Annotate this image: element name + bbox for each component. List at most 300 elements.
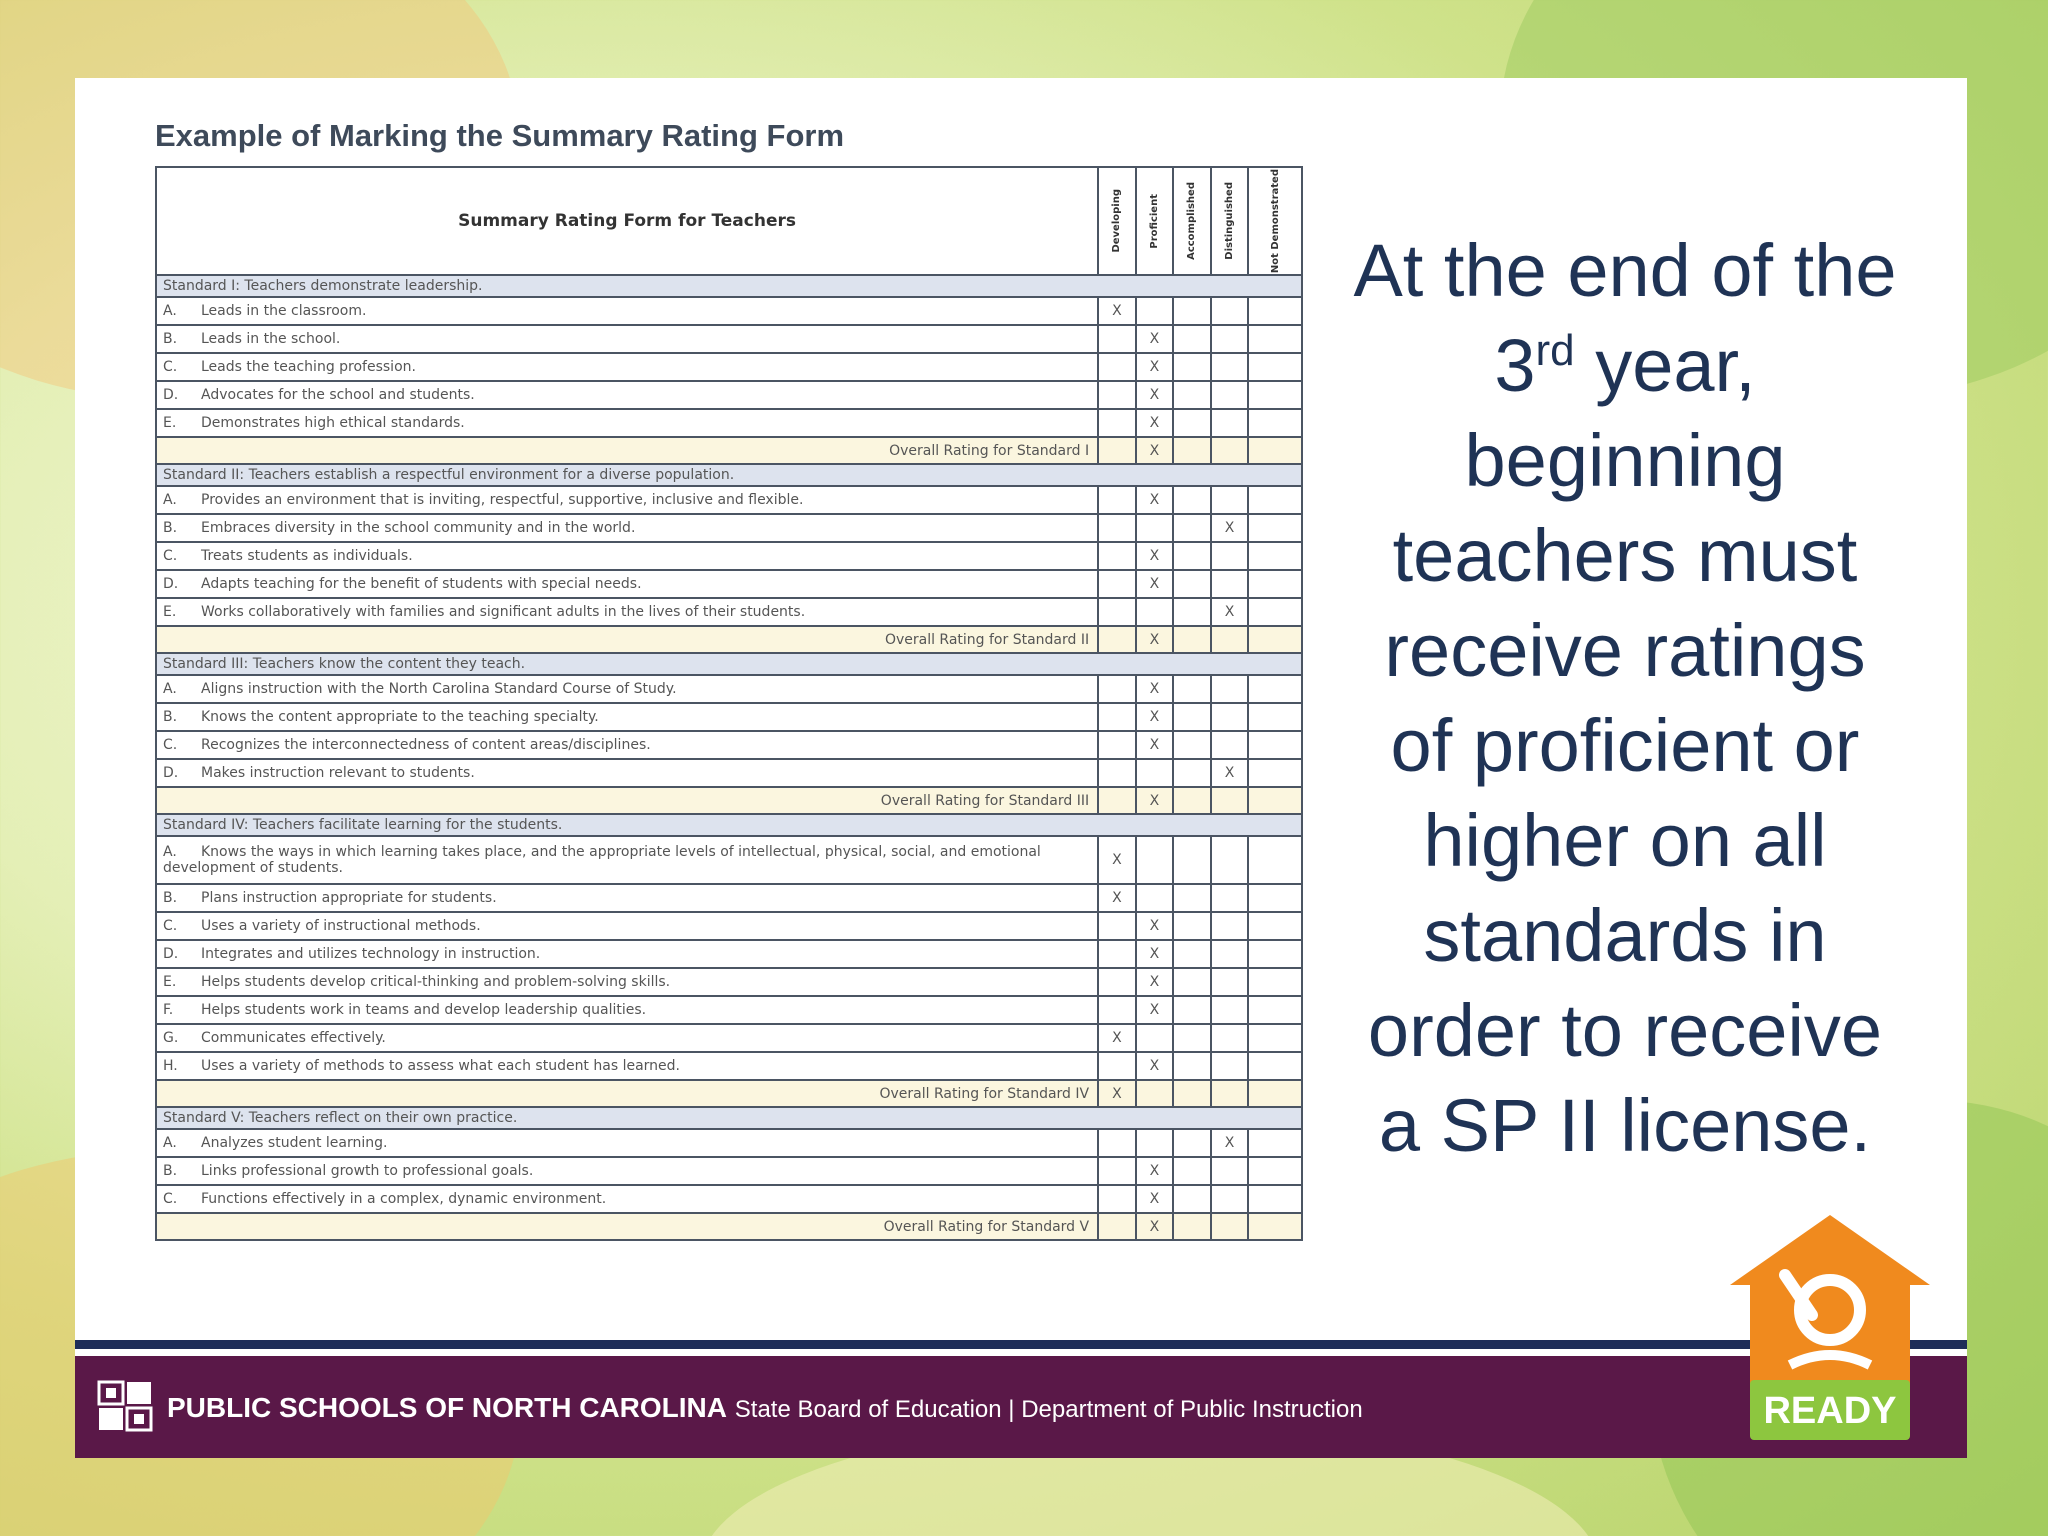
rating-cell [1098, 759, 1136, 787]
criterion-text: Demonstrates high ethical standards. [201, 415, 465, 431]
rating-cell [1248, 996, 1302, 1024]
rating-cell [1173, 1080, 1211, 1107]
criterion-cell [156, 912, 1098, 940]
criterion-cell [156, 1024, 1098, 1052]
rating-mark: X [1098, 1080, 1136, 1107]
rating-cell [1098, 353, 1136, 381]
rating-cell [1098, 675, 1136, 703]
standard-row [156, 275, 1302, 297]
rating-cell [1248, 1052, 1302, 1080]
criterion-text: Leads the teaching profession. [201, 359, 416, 375]
rating-cell [1098, 703, 1136, 731]
rating-cell [1248, 325, 1302, 353]
standard-row [156, 464, 1302, 486]
rating-cell [1098, 598, 1136, 626]
rating-cell [1248, 675, 1302, 703]
criterion-text: Links professional growth to professional goals. [201, 1163, 534, 1179]
rating-cell [1211, 1213, 1249, 1240]
criterion-letter: A. [163, 843, 177, 860]
standard-row [156, 1107, 1302, 1129]
rating-cell [1248, 912, 1302, 940]
rating-cell [1248, 1213, 1302, 1240]
criterion-cell [156, 1052, 1098, 1080]
rating-cell [1248, 731, 1302, 759]
rating-cell [1098, 996, 1136, 1024]
criterion-letter: H. [163, 1058, 178, 1074]
criterion-text: Adapts teaching for the benefit of students with special needs. [201, 576, 642, 592]
rating-cell [1136, 884, 1174, 912]
rating-cell [1173, 996, 1211, 1024]
criterion-letter: F. [163, 1002, 174, 1018]
criterion-cell [156, 996, 1098, 1024]
criterion-cell [156, 542, 1098, 570]
criterion-letter: D. [163, 765, 179, 781]
criterion-letter: B. [163, 1163, 178, 1179]
rating-mark: X [1136, 437, 1174, 464]
form-title: Example of Marking the Summary Rating Form [155, 118, 845, 153]
rating-cell [1211, 1185, 1249, 1213]
table-row [156, 1052, 1302, 1080]
rating-cell [1173, 759, 1211, 787]
table-row [156, 759, 1302, 787]
rating-cell [1211, 297, 1249, 325]
criterion-text: Provides an environment that is inviting, respectful, supportive, inclusive and flexible. [201, 492, 804, 508]
rating-cell [1211, 884, 1249, 912]
overall-rating-row [156, 1213, 1302, 1240]
table-row [156, 940, 1302, 968]
rating-cell [1098, 1213, 1136, 1240]
rating-cell [1248, 884, 1302, 912]
rating-cell [1136, 1024, 1174, 1052]
criterion-text: Works collaboratively with families and significant adults in the lives of their students. [201, 604, 806, 620]
criterion-cell [156, 297, 1098, 325]
rating-mark: X [1136, 570, 1174, 598]
standard-title: Standard I: Teachers demonstrate leadership. [156, 275, 1302, 297]
table-row [156, 297, 1302, 325]
criterion-text: Leads in the classroom. [201, 303, 367, 319]
criterion-cell [156, 836, 1098, 884]
rating-cell [1211, 1024, 1249, 1052]
criterion-text: Uses a variety of methods to assess what each student has learned. [201, 1058, 680, 1074]
rating-cell [1211, 486, 1249, 514]
rating-cell [1248, 1129, 1302, 1157]
criterion-text: Knows the ways in which learning takes place, and the appropriate levels of intellectual, physical, social, and emotional development of students. [163, 843, 1041, 876]
rating-cell [1211, 381, 1249, 409]
overall-rating-label: Overall Rating for Standard III [156, 787, 1098, 814]
overall-rating-row [156, 437, 1302, 464]
rating-cell [1248, 626, 1302, 653]
criterion-cell [156, 409, 1098, 437]
rating-cell [1173, 598, 1211, 626]
rating-cell [1211, 731, 1249, 759]
rating-cell [1173, 325, 1211, 353]
rating-mark: X [1136, 353, 1174, 381]
column-header-developing: Developing [1111, 189, 1123, 253]
rating-mark: X [1098, 884, 1136, 912]
criterion-cell [156, 1157, 1098, 1185]
ready-logo [1730, 1215, 1930, 1447]
rating-cell [1248, 836, 1302, 884]
rating-cell [1173, 968, 1211, 996]
standard-row [156, 814, 1302, 836]
rating-cell [1211, 787, 1249, 814]
criterion-text: Leads in the school. [201, 331, 341, 347]
rating-cell [1098, 940, 1136, 968]
table-row [156, 1024, 1302, 1052]
rating-cell [1136, 1080, 1174, 1107]
rating-cell [1211, 542, 1249, 570]
table-row [156, 570, 1302, 598]
rating-cell [1173, 940, 1211, 968]
message-line: receive ratings [1384, 609, 1866, 692]
rating-cell [1173, 381, 1211, 409]
rating-cell [1098, 542, 1136, 570]
rating-mark: X [1136, 542, 1174, 570]
table-row [156, 1185, 1302, 1213]
criterion-letter: D. [163, 946, 179, 962]
rating-cell [1211, 996, 1249, 1024]
rating-cell [1211, 570, 1249, 598]
rating-cell [1248, 297, 1302, 325]
rating-cell [1173, 703, 1211, 731]
criterion-text: Helps students develop critical-thinking and problem-solving skills. [201, 974, 671, 990]
rating-mark: X [1136, 675, 1174, 703]
rating-cell [1136, 1129, 1174, 1157]
standard-title: Standard IV: Teachers facilitate learning for the students. [156, 814, 1302, 836]
rating-cell [1173, 836, 1211, 884]
message-line: of proficient or [1390, 704, 1860, 787]
rating-mark: X [1211, 759, 1249, 787]
rating-cell [1248, 514, 1302, 542]
criterion-text: Knows the content appropriate to the teaching specialty. [201, 709, 599, 725]
criterion-cell [156, 703, 1098, 731]
rating-cell [1173, 884, 1211, 912]
criterion-letter: D. [163, 576, 179, 592]
column-header-proficient: Proficient [1148, 193, 1160, 249]
message-line: beginning [1464, 419, 1786, 502]
message-line: teachers must [1392, 514, 1858, 597]
rating-mark: X [1098, 297, 1136, 325]
rating-cell [1173, 486, 1211, 514]
rating-mark: X [1136, 409, 1174, 437]
table-row [156, 542, 1302, 570]
rating-cell [1136, 297, 1174, 325]
rating-cell [1098, 325, 1136, 353]
overall-rating-label: Overall Rating for Standard II [156, 626, 1098, 653]
rating-cell [1211, 912, 1249, 940]
rating-cell [1173, 1024, 1211, 1052]
table-row [156, 598, 1302, 626]
criterion-text: Embraces diversity in the school community and in the world. [201, 520, 636, 536]
criterion-cell [156, 486, 1098, 514]
criterion-letter: G. [163, 1030, 179, 1046]
rating-mark: X [1136, 626, 1174, 653]
criterion-letter: C. [163, 918, 178, 934]
rating-mark: X [1136, 381, 1174, 409]
criterion-letter: A. [163, 492, 177, 508]
rating-cell [1248, 486, 1302, 514]
message-line: standards in [1423, 894, 1827, 977]
column-header-accomplished: Accomplished [1186, 182, 1198, 260]
criterion-cell [156, 884, 1098, 912]
summary-rating-table [155, 166, 1303, 1241]
table-row [156, 353, 1302, 381]
rating-cell [1173, 542, 1211, 570]
rating-mark: X [1136, 912, 1174, 940]
rating-cell [1211, 940, 1249, 968]
rating-cell [1173, 514, 1211, 542]
rating-mark: X [1136, 940, 1174, 968]
rating-cell [1248, 968, 1302, 996]
rating-cell [1211, 325, 1249, 353]
rating-cell [1211, 437, 1249, 464]
criterion-text: Plans instruction appropriate for students. [201, 890, 497, 906]
footer-text [167, 1392, 1363, 1424]
rating-cell [1211, 968, 1249, 996]
rating-mark: X [1136, 731, 1174, 759]
rating-cell [1173, 675, 1211, 703]
rating-cell [1173, 912, 1211, 940]
overall-rating-label: Overall Rating for Standard IV [156, 1080, 1098, 1107]
table-row [156, 675, 1302, 703]
rating-cell [1211, 1052, 1249, 1080]
rating-mark: X [1136, 1185, 1174, 1213]
rating-cell [1136, 836, 1174, 884]
ordinal-suffix: rd [1535, 326, 1575, 375]
table-row [156, 731, 1302, 759]
rating-mark: X [1136, 325, 1174, 353]
table-row [156, 325, 1302, 353]
rating-cell [1098, 486, 1136, 514]
rating-cell [1098, 912, 1136, 940]
message-line [1300, 318, 1950, 413]
rating-cell [1248, 437, 1302, 464]
rating-cell [1248, 353, 1302, 381]
rating-cell [1248, 1157, 1302, 1185]
message-line-rest: year, [1574, 324, 1756, 407]
column-header-distinguished: Distinguished [1224, 182, 1236, 260]
overall-rating-label: Overall Rating for Standard I [156, 437, 1098, 464]
rating-mark: X [1098, 1024, 1136, 1052]
standard-title: Standard III: Teachers know the content they teach. [156, 653, 1302, 675]
criterion-cell [156, 381, 1098, 409]
criterion-letter: B. [163, 520, 178, 536]
ready-label: READY [1763, 1390, 1897, 1432]
message-line: At the end of the [1353, 229, 1897, 312]
criterion-cell [156, 570, 1098, 598]
overall-rating-row [156, 1080, 1302, 1107]
rating-mark: X [1136, 486, 1174, 514]
table-row [156, 836, 1302, 884]
criterion-letter: D. [163, 387, 179, 403]
rating-cell [1248, 542, 1302, 570]
table-row [156, 409, 1302, 437]
criterion-text: Analyzes student learning. [201, 1135, 388, 1151]
overall-rating-row [156, 626, 1302, 653]
rating-mark: X [1211, 514, 1249, 542]
rating-mark: X [1136, 1213, 1174, 1240]
rating-cell [1248, 1080, 1302, 1107]
table-row [156, 884, 1302, 912]
criterion-letter: B. [163, 890, 178, 906]
rating-cell [1098, 1157, 1136, 1185]
criterion-letter: C. [163, 359, 178, 375]
criterion-text: Makes instruction relevant to students. [201, 765, 475, 781]
rating-cell [1136, 514, 1174, 542]
criterion-cell [156, 1185, 1098, 1213]
table-row [156, 912, 1302, 940]
criterion-letter: A. [163, 303, 177, 319]
criterion-cell [156, 514, 1098, 542]
rating-cell [1098, 409, 1136, 437]
standard-row [156, 653, 1302, 675]
rating-mark: X [1211, 598, 1249, 626]
table-row [156, 514, 1302, 542]
rating-cell [1173, 409, 1211, 437]
criterion-letter: A. [163, 1135, 177, 1151]
rating-cell [1248, 1185, 1302, 1213]
criterion-cell [156, 325, 1098, 353]
rating-cell [1248, 703, 1302, 731]
criterion-letter: C. [163, 1191, 178, 1207]
table-row [156, 381, 1302, 409]
overall-rating-row [156, 787, 1302, 814]
criterion-letter: C. [163, 548, 178, 564]
footer-bar [75, 1356, 1967, 1458]
criterion-cell [156, 1129, 1098, 1157]
rating-cell [1173, 297, 1211, 325]
rating-cell [1248, 381, 1302, 409]
message-line: higher on all [1423, 799, 1827, 882]
criterion-cell [156, 968, 1098, 996]
rating-cell [1098, 787, 1136, 814]
criterion-letter: B. [163, 709, 178, 725]
rating-cell [1211, 675, 1249, 703]
criterion-letter: E. [163, 974, 177, 990]
criterion-text: Aligns instruction with the North Carolina Standard Course of Study. [201, 681, 677, 697]
rating-cell [1098, 1052, 1136, 1080]
rating-cell [1173, 731, 1211, 759]
rating-cell [1173, 1052, 1211, 1080]
rating-cell [1173, 787, 1211, 814]
rating-cell [1211, 836, 1249, 884]
rating-cell [1136, 598, 1174, 626]
nc-schools-logo-icon [97, 1378, 155, 1434]
criterion-text: Communicates effectively. [201, 1030, 386, 1046]
criterion-cell [156, 353, 1098, 381]
rating-cell [1136, 759, 1174, 787]
rating-cell [1248, 787, 1302, 814]
criterion-letter: C. [163, 737, 178, 753]
rating-cell [1098, 514, 1136, 542]
footer-org: PUBLIC SCHOOLS OF NORTH CAROLINA [167, 1392, 727, 1423]
standard-title: Standard V: Teachers reflect on their own practice. [156, 1107, 1302, 1129]
rating-cell [1248, 409, 1302, 437]
rating-cell [1248, 1024, 1302, 1052]
rating-cell [1173, 1157, 1211, 1185]
table-row [156, 486, 1302, 514]
rating-cell [1173, 1185, 1211, 1213]
rating-cell [1098, 1129, 1136, 1157]
criterion-cell [156, 759, 1098, 787]
rating-cell [1211, 1080, 1249, 1107]
main-message [1300, 223, 1950, 1173]
rating-cell [1173, 570, 1211, 598]
rating-cell [1211, 409, 1249, 437]
criterion-cell [156, 598, 1098, 626]
rating-cell [1098, 381, 1136, 409]
criterion-text: Treats students as individuals. [201, 548, 413, 564]
criterion-text: Recognizes the interconnectedness of content areas/disciplines. [201, 737, 651, 753]
rating-cell [1098, 570, 1136, 598]
rating-cell [1248, 598, 1302, 626]
rating-cell [1248, 759, 1302, 787]
criterion-letter: B. [163, 331, 178, 347]
rating-mark: X [1136, 968, 1174, 996]
slide-panel [75, 78, 1967, 1458]
criterion-text: Advocates for the school and students. [201, 387, 475, 403]
table-header-row [156, 167, 1302, 275]
rating-mark: X [1136, 703, 1174, 731]
table-row [156, 1129, 1302, 1157]
rating-cell [1211, 626, 1249, 653]
rating-cell [1173, 437, 1211, 464]
message-line: a SP II license. [1378, 1084, 1872, 1167]
table-header-title: Summary Rating Form for Teachers [156, 167, 1098, 275]
rating-cell [1173, 1129, 1211, 1157]
rating-cell [1211, 1157, 1249, 1185]
criterion-cell [156, 940, 1098, 968]
rating-cell [1098, 731, 1136, 759]
rating-cell [1098, 968, 1136, 996]
rating-cell [1211, 703, 1249, 731]
standard-title: Standard II: Teachers establish a respectful environment for a diverse population. [156, 464, 1302, 486]
rating-mark: X [1098, 836, 1136, 884]
ready-house-icon [1730, 1215, 1930, 1395]
criterion-letter: A. [163, 681, 177, 697]
criterion-letter: E. [163, 604, 177, 620]
criterion-cell [156, 675, 1098, 703]
criterion-text: Functions effectively in a complex, dynamic environment. [201, 1191, 607, 1207]
footer-divider [75, 1340, 1967, 1349]
rating-mark: X [1136, 996, 1174, 1024]
table-row [156, 968, 1302, 996]
rating-cell [1098, 1185, 1136, 1213]
message-line: order to receive [1367, 989, 1883, 1072]
column-header-not-demonstrated: Not Demonstrated [1269, 168, 1281, 274]
table-row [156, 996, 1302, 1024]
criterion-text: Integrates and utilizes technology in instruction. [201, 946, 541, 962]
overall-rating-label: Overall Rating for Standard V [156, 1213, 1098, 1240]
rating-cell [1098, 437, 1136, 464]
rating-mark: X [1136, 1157, 1174, 1185]
rating-cell [1173, 626, 1211, 653]
criterion-text: Uses a variety of instructional methods. [201, 918, 481, 934]
rating-cell [1173, 1213, 1211, 1240]
ordinal-number: 3 [1494, 324, 1536, 407]
rating-mark: X [1136, 1052, 1174, 1080]
criterion-text: Helps students work in teams and develop leadership qualities. [201, 1002, 647, 1018]
rating-cell [1211, 353, 1249, 381]
rating-cell [1248, 940, 1302, 968]
criterion-cell [156, 731, 1098, 759]
rating-cell [1248, 570, 1302, 598]
rating-cell [1173, 353, 1211, 381]
rating-cell [1098, 626, 1136, 653]
criterion-letter: E. [163, 415, 177, 431]
rating-mark: X [1136, 787, 1174, 814]
rating-mark: X [1211, 1129, 1249, 1157]
